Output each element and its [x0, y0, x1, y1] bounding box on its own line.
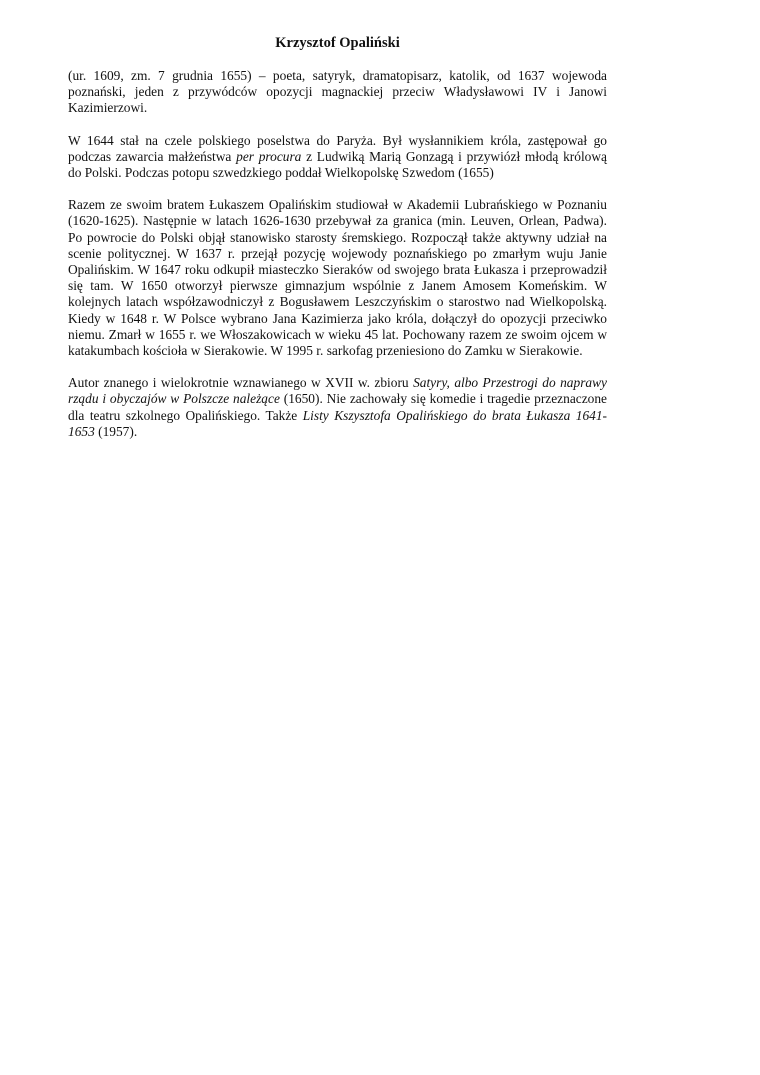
document-page — [68, 32, 607, 456]
paragraph-works — [68, 375, 607, 440]
document-title: Krzysztof Opaliński — [275, 35, 400, 51]
paragraph-works-title-listy: Listy Kszysztofa Opalińskiego do brata Łukasza 1641-1653 — [68, 407, 607, 439]
paragraph-embassy-text-2: z Ludwiką Marią Gonzagą i przywiózł młodą królową do Polski. Podczas potopu szwedzkiego poddał Wielkopolskę Szwedom (1655) — [68, 148, 607, 181]
paragraph-embassy-text-1: W 1644 stał na czele polskiego poselstwa do Paryża. Był wysłannikiem króla, zastępował go podczas zawarcia małżeństwa — [68, 132, 607, 164]
paragraph-works-text-1: Autor znanego i wielokrotnie wznawianego w XVII w. zbioru — [68, 375, 414, 391]
paragraph-works-text-3: (1957). — [94, 423, 138, 439]
paragraph-intro: (ur. 1609, zm. 7 grudnia 1655) – poeta, satyryk, dramatopisarz, katolik, od 1637 wojewoda poznański, jeden z przywódców opozycji magnackiej przeciw Władysławowi IV i Janowi Kazimierzowi. — [68, 68, 607, 116]
paragraph-embassy — [68, 133, 607, 182]
paragraph-biography: Razem ze swoim bratem Łukaszem Opalińskim studiował w Akademii Lubrańskiego w Poznaniu (1620-1625). Następnie w latach 1626-1630 przebywał za granica (min. Leuven, Orlean, Padwa). Po powrocie do Polski objął stanowisko starosty śremskiego. Rozpoczął także aktywny udział na scenie politycznej. W 1637 r. przejął pozycję wojewody poznańskiego po zmarłym wuju Janie Opalińskim. W 1647 roku odkupił miasteczko Sieraków od swojego brata Łukasza i przeprowadził się tam. W 1650 otworzył pierwsze gimnazjum wspólnie z Janem Amosem Komeńskim. W kolejnych latach współzawodniczył z Bogusławem Leszczyńskim o starostwo nad Wielkopolską. Kiedy w 1648 r. W Polsce wybrano Jana Kazimierza jako króla, dołączył do opozycji przeciwko niemu. Zmarł w 1655 r. we Włoszakowicach w wieku 45 lat. Pochowany razem ze swoim ojcem w katakumbach kościoła w Sierakowie. W 1995 r. sarkofag przeniesiono do Zamku w Sierakowie. — [68, 197, 607, 359]
paragraph-works-text-2: (1650). Nie zachowały się komedie i tragedie przeznaczone dla teatru szkolnego Opalińskiego. Także — [68, 391, 607, 423]
paragraph-works-title-satyry: Satyry, albo Przestrogi do naprawy rządu i obyczajów w Polszcze należące — [68, 375, 607, 407]
paragraph-embassy-italic: per procura — [236, 148, 302, 164]
